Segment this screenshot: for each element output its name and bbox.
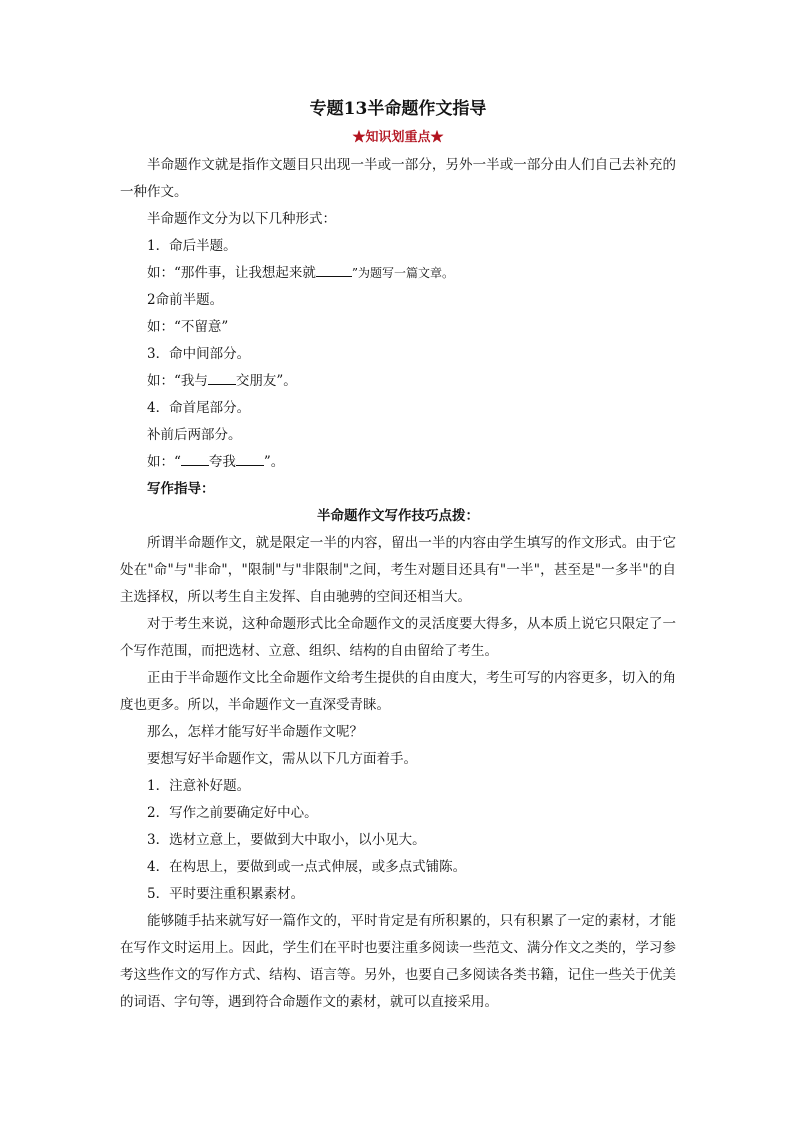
form-1-example — [120, 260, 676, 287]
form-3-example-prefix: 如：“我与 — [147, 373, 208, 389]
form-5-example-suffix: ”。 — [263, 454, 285, 470]
intro-paragraph: 半命题作文就是指作文题目只出现一半或一部分，另外一半或一部分由人们自己去补充的一种作文。 — [120, 157, 676, 200]
form-2-example: 如：“不留意” — [147, 319, 229, 335]
form-5-example — [120, 449, 676, 476]
writing-guide-heading: 写作指导： — [147, 481, 215, 497]
paragraph-4: 那么，怎样才能写好半命题作文呢？ — [147, 724, 363, 740]
paragraph-6: 能够随手拈来就写好一篇作文的，平时肯定是有所积累的，只有积累了一定的素材，才能在写作文时运用上。因此，学生们在平时也要注重多阅读一些范文、满分作文之类的，学习参考这些作文的写作方式、结构、语言等。另外，也要自己多阅读各类书籍，记住一些关于优美的词语、字句等，遇到符合命题作文的素材，就可以直接采用。 — [120, 913, 676, 1010]
tip-3: 3．选材立意上，要做到大中取小，以小见大。 — [147, 832, 426, 848]
form-4: 4．命首尾部分。 — [147, 400, 251, 416]
paragraph-1: 所谓半命题作文，就是限定一半的内容，留出一半的内容由学生填写的作文形式。由于它处在"命"与"非命"，"限制"与"非限制"之间，考生对题目还具有"一半"，甚至是"一多半"的自主选择权，所以考生自主发挥、自由驰骋的空间还相当大。 — [120, 535, 676, 605]
paragraph-2: 对于考生来说，这种命题形式比全命题作文的灵活度要大得多，从本质上说它只限定了一个写作范围，而把选材、立意、组织、结构的自由留给了考生。 — [120, 616, 676, 659]
paragraph-5: 要想写好半命题作文，需从以下几方面着手。 — [147, 751, 417, 767]
document-body — [120, 96, 676, 1016]
tip-2: 2．写作之前要确定好中心。 — [147, 805, 318, 821]
form-5: 补前后两部分。 — [147, 427, 242, 443]
page-title: 专题13半命题作文指导 — [309, 99, 487, 119]
form-1-example-prefix: 如：“那件事，让我想起来就 — [147, 265, 316, 281]
paragraph-3: 正由于半命题作文比全命题作文给考生提供的自由度大，考生可写的内容更多，切入的角度也更多。所以，半命题作文一直深受青睐。 — [120, 670, 676, 713]
form-1-example-suffix: ”为题写一篇文章。 — [351, 266, 455, 280]
blank-line — [236, 451, 264, 466]
form-3-example — [120, 368, 676, 395]
form-5-example-prefix: 如：“ — [147, 454, 181, 470]
blank-line — [316, 262, 352, 277]
form-1: 1．命后半题。 — [147, 238, 237, 254]
form-2: 2命前半题。 — [147, 292, 224, 308]
blank-line — [181, 451, 209, 466]
blank-line — [208, 370, 236, 385]
forms-intro: 半命题作文分为以下几种形式： — [147, 211, 336, 227]
section-heading-key-points: ★知识划重点★ — [352, 130, 444, 145]
form-5-example-mid: 夸我 — [208, 454, 236, 470]
skills-heading: 半命题作文写作技巧点拨： — [317, 508, 479, 524]
tip-1: 1．注意补好题。 — [147, 778, 251, 794]
form-3: 3．命中间部分。 — [147, 346, 251, 362]
tip-4: 4．在构思上，要做到或一点式伸展，或多点式铺陈。 — [147, 859, 467, 875]
tip-5: 5．平时要注重积累素材。 — [147, 886, 305, 902]
form-3-example-suffix: 交朋友”。 — [235, 373, 297, 389]
